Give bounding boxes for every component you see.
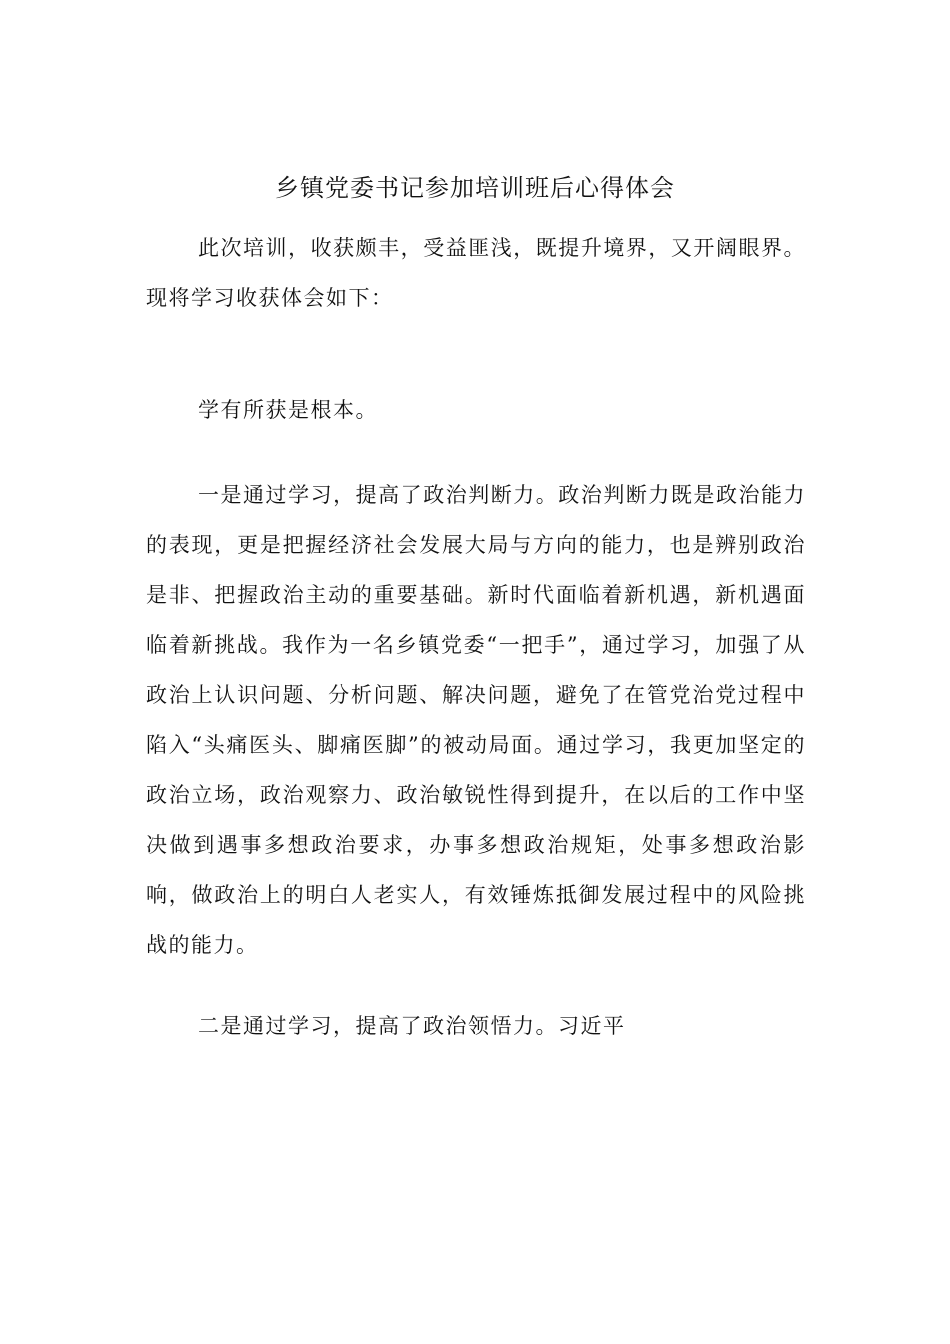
paragraph-point-two: 二是通过学习，提高了政治领悟力。习近平 xyxy=(198,1014,626,1038)
document-title: 乡镇党委书记参加培训班后心得体会 xyxy=(275,174,675,202)
paragraph-intro: 此次培训，收获颇丰，受益匪浅，既提升境界，又开阔眼界。现将学习收获体会如下： xyxy=(146,236,806,310)
paragraph-heading: 学有所获是根本。 xyxy=(198,398,378,422)
paragraph-point-one: 一是通过学习，提高了政治判断力。政治判断力既是政治能力的表现，更是把握经济社会发展大局与方向的能力，也是辨别政治是非、把握政治主动的重要基础。新时代面临着新机遇，新机遇面临着新挑战。我作为一名乡镇党委“一把手”，通过学习，加强了从政治上认识问题、分析问题、解决问题，避免了在管党治党过程中陷入“头痛医头、脚痛医脚”的被动局面。通过学习，我更加坚定的政治立场，政治观察力、政治敏锐性得到提升，在以后的工作中坚决做到遇事多想政治要求，办事多想政治规矩，处事多想政治影响，做政治上的明白人老实人，有效锤炼抵御发展过程中的风险挑战的能力。 xyxy=(146,483,806,957)
